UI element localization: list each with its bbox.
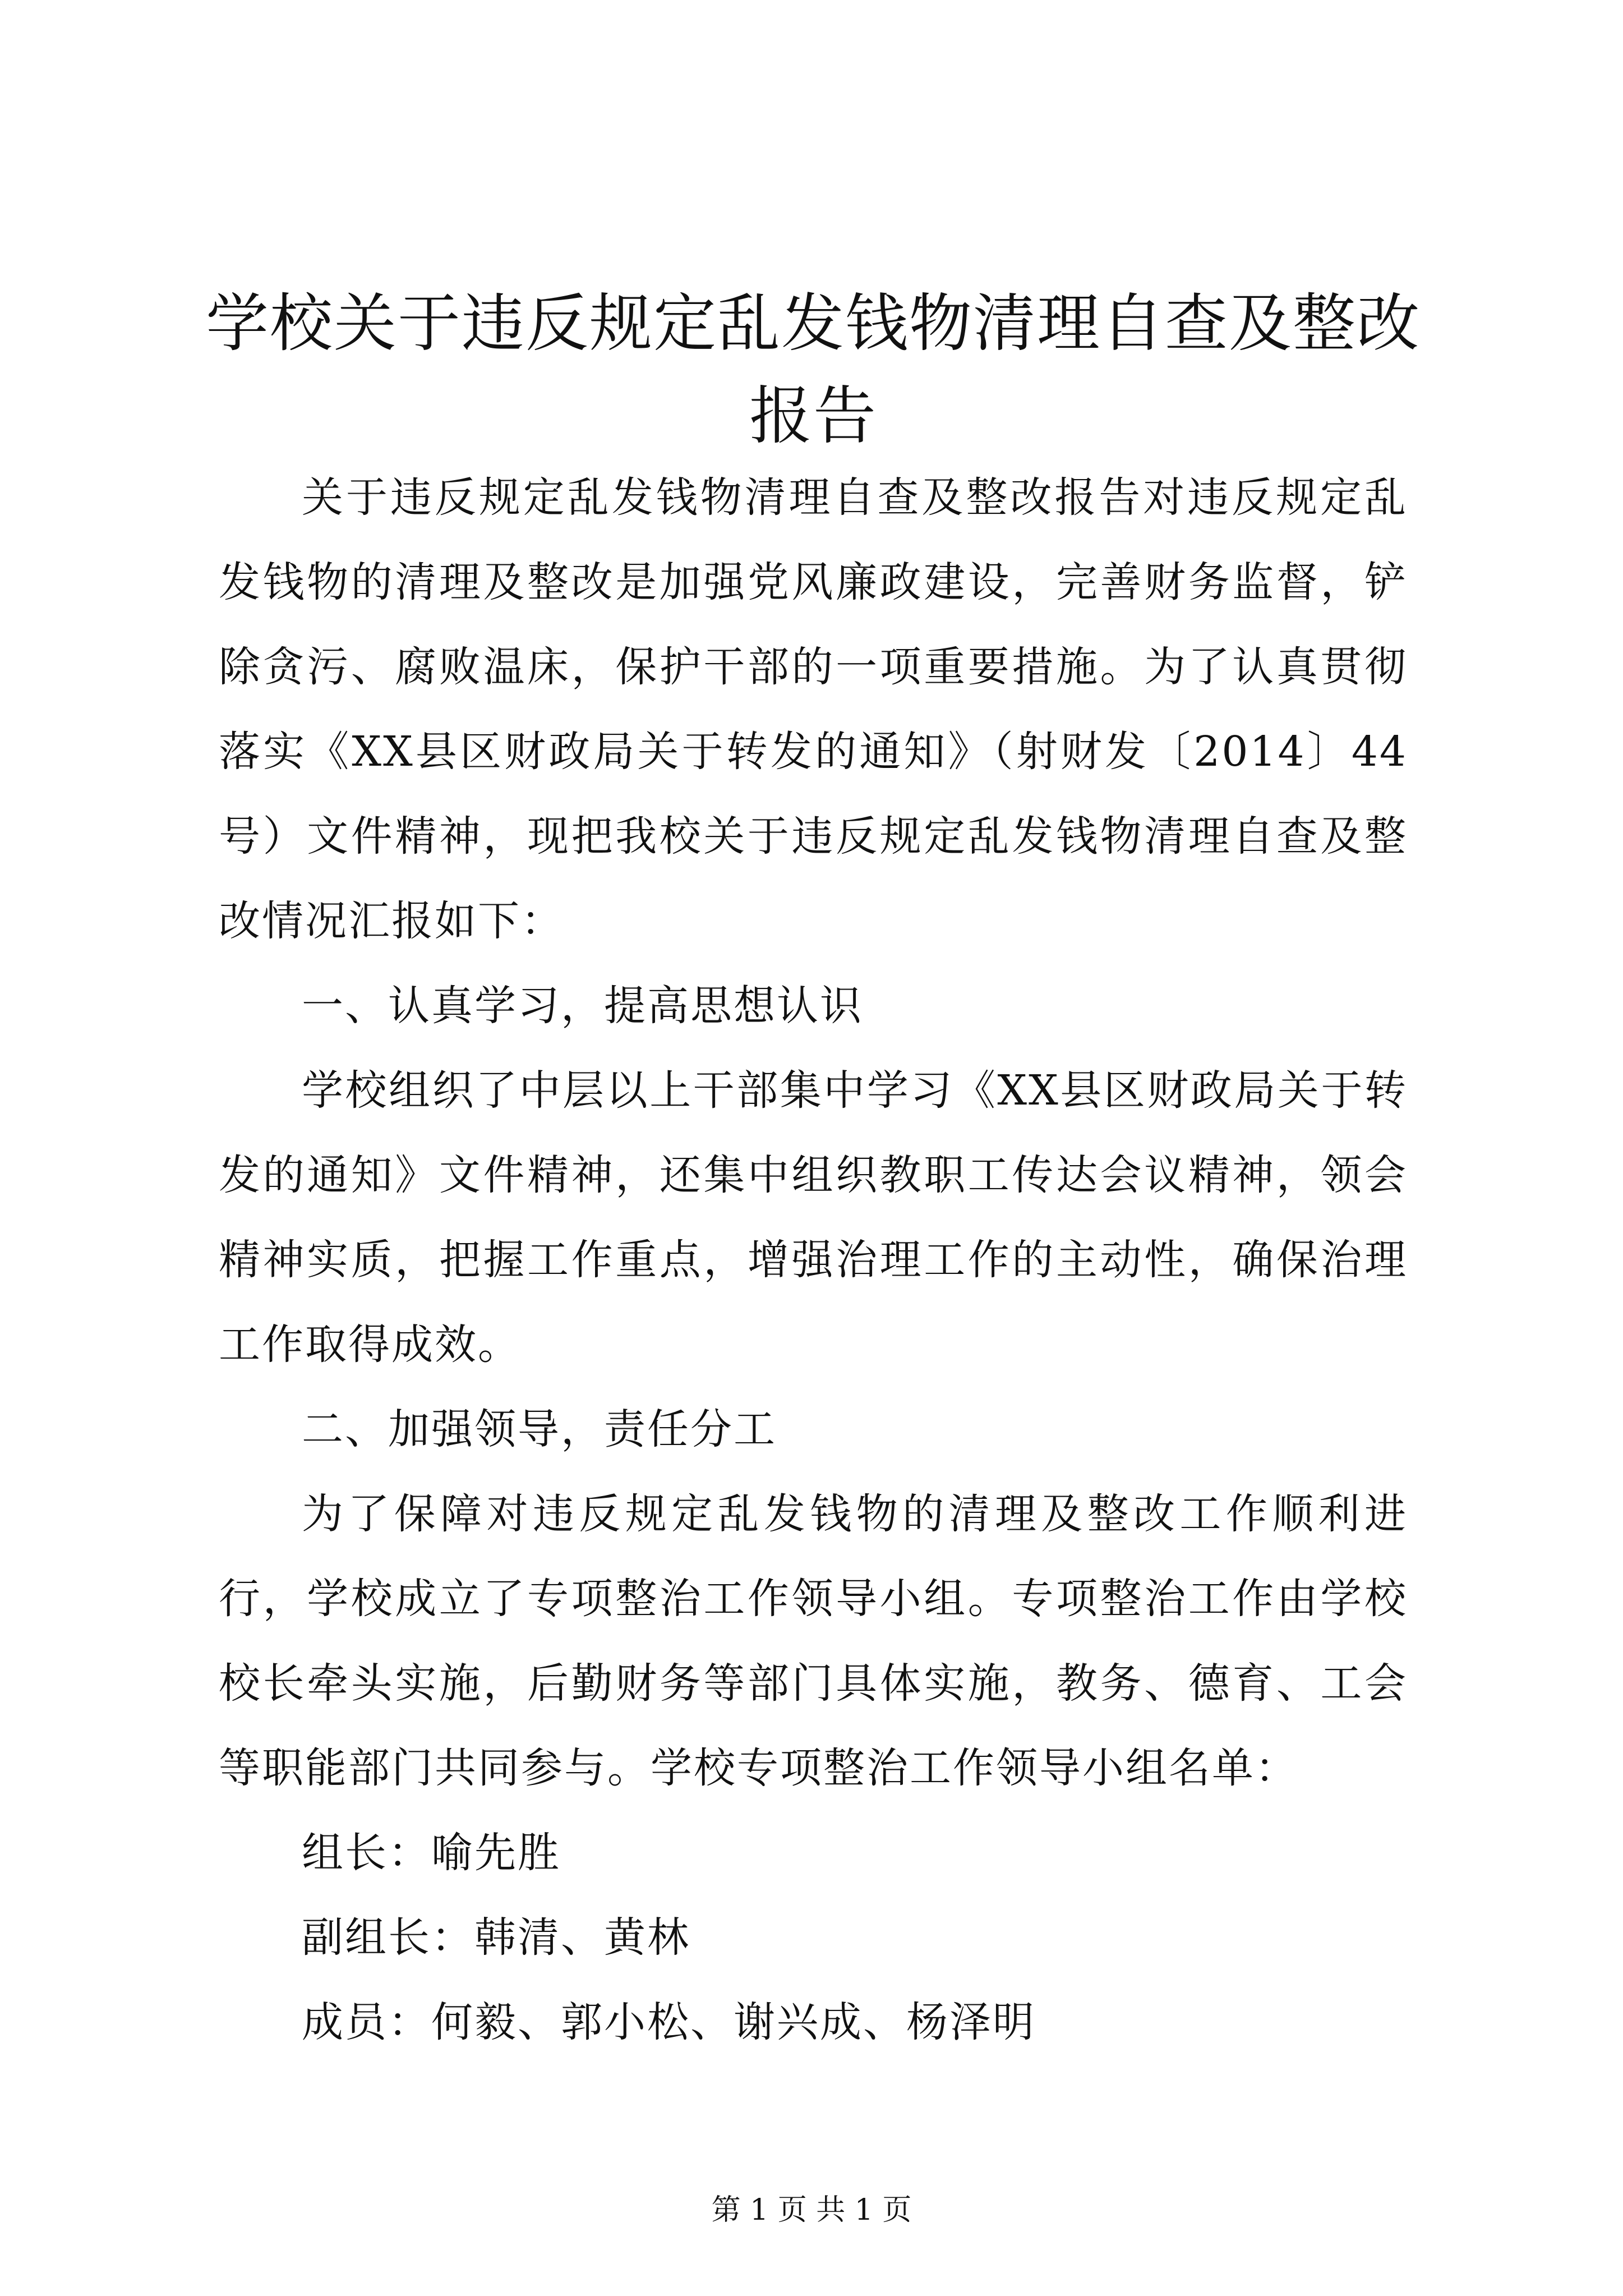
page-footer — [0, 2191, 1623, 2230]
section-heading-1: 一、认真学习，提高思想认识 — [302, 982, 863, 1030]
intro-paragraph: 关于违反规定乱发钱物清理自查及整改报告对违反规定乱发钱物的清理及整改是加强党风廉政建设，完善财务监督，铲除贪污、腐败温床，保护干部的一项重要措施。为了认真贯彻落实《XX县区财政局关于转发的通知》（射财发〔2014〕44号）文件精神，现把我校关于违反规定乱发钱物清理自查及整改情况汇报如下： — [219, 473, 1408, 945]
deputy-leader-line: 副组长：韩清、黄林 — [302, 1913, 690, 1962]
document-title: 学校关于违反规定乱发钱物清理自查及整改报告 — [206, 287, 1421, 453]
section-heading-2: 二、加强领导，责任分工 — [302, 1405, 777, 1453]
team-leader-line: 组长：喻先胜 — [302, 1829, 561, 1877]
page-number-label: 第 1 页 共 1 页 — [711, 2193, 912, 2227]
members-line: 成员：何毅、郭小松、谢兴成、杨泽明 — [302, 1998, 1036, 2046]
section-2-paragraph: 为了保障对违反规定乱发钱物的清理及整改工作顺利进行，学校成立了专项整治工作领导小组。专项整治工作由学校校长牵头实施，后勤财务等部门具体实施，教务、德育、工会等职能部门共同参与。学校专项整治工作领导小组名单： — [219, 1490, 1408, 1792]
document-body — [219, 455, 1408, 2065]
section-1-paragraph: 学校组织了中层以上干部集中学习《XX县区财政局关于转发的通知》文件精神，还集中组织教职工传达会议精神，领会精神实质，把握工作重点，增强治理工作的主动性，确保治理工作取得成效。 — [219, 1066, 1408, 1369]
